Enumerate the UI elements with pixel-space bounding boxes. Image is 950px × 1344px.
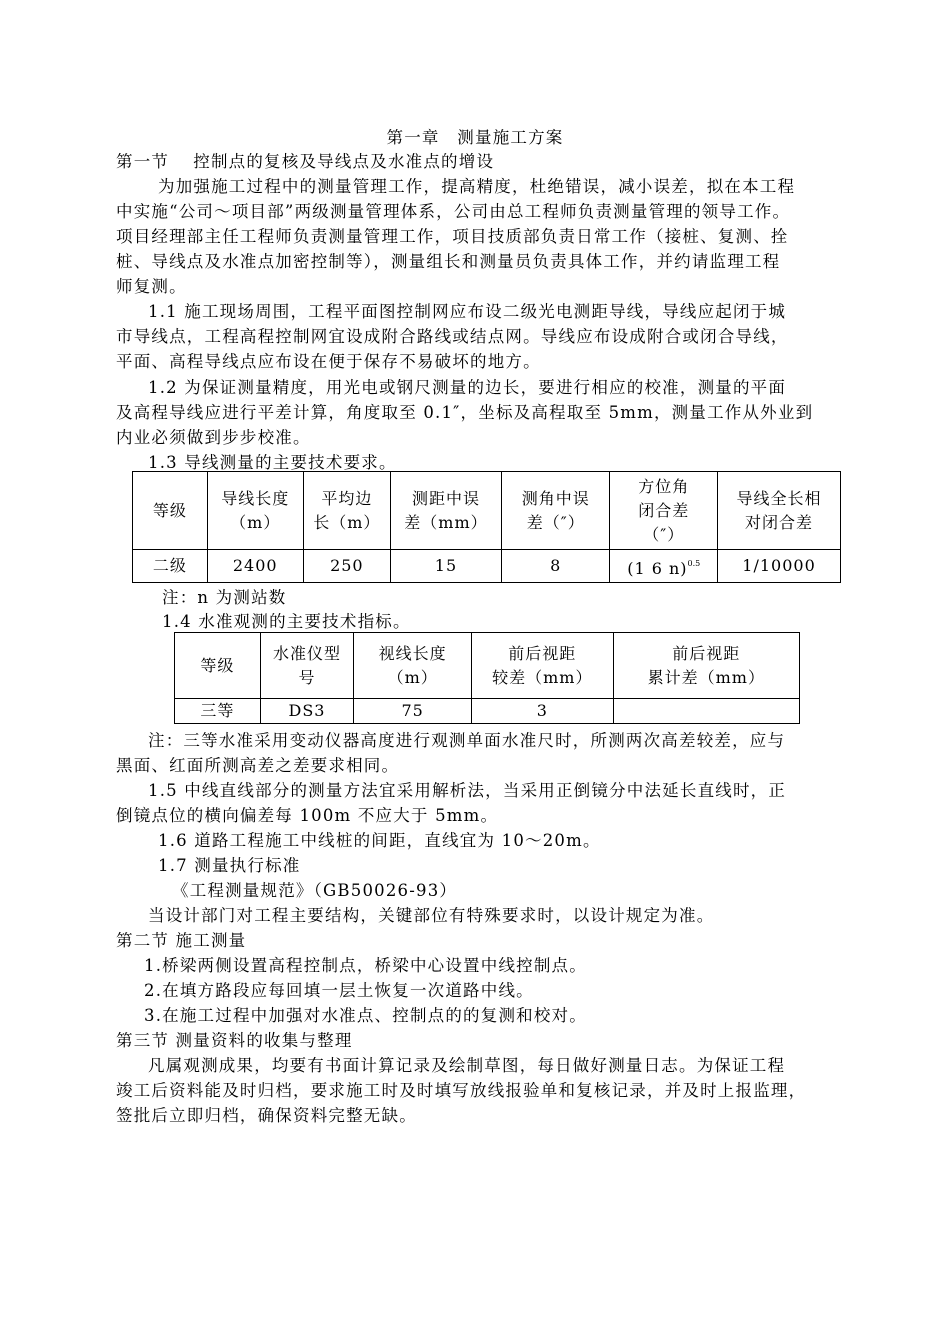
table-cell: 二级 bbox=[133, 550, 208, 583]
section-3-paragraph: 签批后立即归档，确保资料完整无缺。 bbox=[116, 1106, 417, 1125]
paragraph-1-1: 1.1 施工现场周围，工程平面图控制网应布设二级光电测距导线，导线应起闭于城 bbox=[148, 302, 787, 321]
table-cell: DS3 bbox=[260, 699, 354, 724]
table-cell bbox=[610, 550, 718, 583]
paragraph-1-2: 内业必须做到步步校准。 bbox=[116, 428, 311, 447]
section-2-heading: 第二节 施工测量 bbox=[116, 931, 247, 950]
table-header-cell: 视线长度 （m） bbox=[354, 633, 472, 699]
chapter-title: 第一章 测量施工方案 bbox=[386, 128, 564, 147]
table-cell: 8 bbox=[501, 550, 610, 583]
table-note: 注：三等水准采用变动仪器高度进行观测单面水准尺时，所测两次高差较差，应与 bbox=[148, 731, 786, 750]
formula-base: (1 6 n) bbox=[627, 558, 688, 578]
paragraph-1-2: 及高程导线应进行平差计算，角度取至 0.1″，坐标及高程取至 5mm，测量工作从外业到 bbox=[116, 403, 814, 422]
table-header-cell: 方位角 闭合差 （″） bbox=[610, 472, 718, 550]
table-cell: 75 bbox=[354, 699, 472, 724]
list-item: 1.桥梁两侧设置高程控制点，桥梁中心设置中线控制点。 bbox=[144, 956, 587, 975]
table-header-cell: 前后视距 累计差（mm） bbox=[613, 633, 799, 699]
paragraph-1-5: 1.5 中线直线部分的测量方法宜采用解析法，当采用正倒镜分中法延长直线时，正 bbox=[148, 781, 787, 800]
section-3-paragraph: 凡属观测成果，均要有书面计算记录及绘制草图，每日做好测量日志。为保证工程 bbox=[148, 1056, 786, 1075]
paragraph-1-1: 市导线点，工程高程控制网宜设成附合路线或结点网。导线应布设成附合或闭合导线， bbox=[116, 327, 789, 346]
table-header-cell: 等级 bbox=[175, 633, 261, 699]
intro-line: 项目经理部主任工程师负责测量管理工作，项目技质部负责日常工作（接桩、复测、拴 bbox=[116, 227, 789, 246]
section-3-heading: 第三节 测量资料的收集与整理 bbox=[116, 1031, 353, 1050]
traverse-spec-table bbox=[132, 471, 841, 583]
table-note: 注：n 为测站数 bbox=[162, 588, 287, 607]
paragraph-1-5: 倒镜点位的横向偏差每 100m 不应大于 5mm。 bbox=[116, 806, 499, 825]
paragraph-1-2: 1.2 为保证测量精度，用光电或钢尺测量的边长，要进行相应的校准，测量的平面 bbox=[148, 378, 787, 397]
table-row bbox=[133, 550, 841, 583]
intro-line: 师复测。 bbox=[116, 277, 187, 296]
paragraph-1-3: 1.3 导线测量的主要技术要求。 bbox=[148, 453, 397, 472]
table-cell: 250 bbox=[303, 550, 390, 583]
table-header-cell: 水准仪型 号 bbox=[260, 633, 354, 699]
table-header-cell: 导线全长相 对闭合差 bbox=[718, 472, 841, 550]
table-row bbox=[175, 699, 800, 724]
section-1-heading: 第一节 控制点的复核及导线点及水准点的增设 bbox=[116, 152, 495, 171]
table-header-cell: 测距中误 差（mm） bbox=[390, 472, 501, 550]
table-cell: 15 bbox=[390, 550, 501, 583]
table-header-cell: 等级 bbox=[133, 472, 208, 550]
list-item: 2.在填方路段应每回填一层土恢复一次道路中线。 bbox=[144, 981, 534, 1000]
intro-line: 中实施“公司～项目部”两级测量管理体系，公司由总工程师负责测量管理的领导工作。 bbox=[116, 202, 791, 221]
intro-line: 为加强施工过程中的测量管理工作，提高精度，杜绝错误，减小误差，拟在本工程 bbox=[158, 177, 796, 196]
table-cell: 三等 bbox=[175, 699, 261, 724]
standard-reference: 《工程测量规范》（GB50026-93） bbox=[172, 881, 458, 900]
paragraph-1-1: 平面、高程导线点应布设在便于保存不易破坏的地方。 bbox=[116, 352, 541, 371]
table-cell bbox=[613, 699, 799, 724]
section-3-paragraph: 竣工后资料能及时归档，要求施工时及时填写放线报验单和复核记录，并及时上报监理， bbox=[116, 1081, 807, 1100]
paragraph-1-4: 1.4 水准观测的主要技术指标。 bbox=[162, 612, 411, 631]
table-header-cell: 导线长度 （m） bbox=[207, 472, 303, 550]
design-note: 当设计部门对工程主要结构，关键部位有特殊要求时，以设计规定为准。 bbox=[148, 906, 715, 925]
table-cell: 3 bbox=[471, 699, 613, 724]
table-header-cell: 前后视距 较差（mm） bbox=[471, 633, 613, 699]
table-cell: 1/10000 bbox=[718, 550, 841, 583]
table-cell: 2400 bbox=[207, 550, 303, 583]
paragraph-1-7: 1.7 测量执行标准 bbox=[158, 856, 301, 875]
table-header-cell: 平均边 长（m） bbox=[303, 472, 390, 550]
leveling-spec-table bbox=[174, 632, 800, 724]
table-header-cell: 测角中误 差（″） bbox=[501, 472, 610, 550]
list-item: 3.在施工过程中加强对水准点、控制点的的复测和校对。 bbox=[144, 1006, 587, 1025]
table-note: 黑面、红面所测高差之差要求相同。 bbox=[116, 756, 400, 775]
intro-line: 桩、导线点及水准点加密控制等），测量组长和测量员负责具体工作，并约请监理工程 bbox=[116, 252, 781, 271]
formula-exponent: 0.5 bbox=[687, 558, 701, 568]
paragraph-1-6: 1.6 道路工程施工中线桩的间距，直线宜为 10～20m。 bbox=[158, 831, 601, 850]
